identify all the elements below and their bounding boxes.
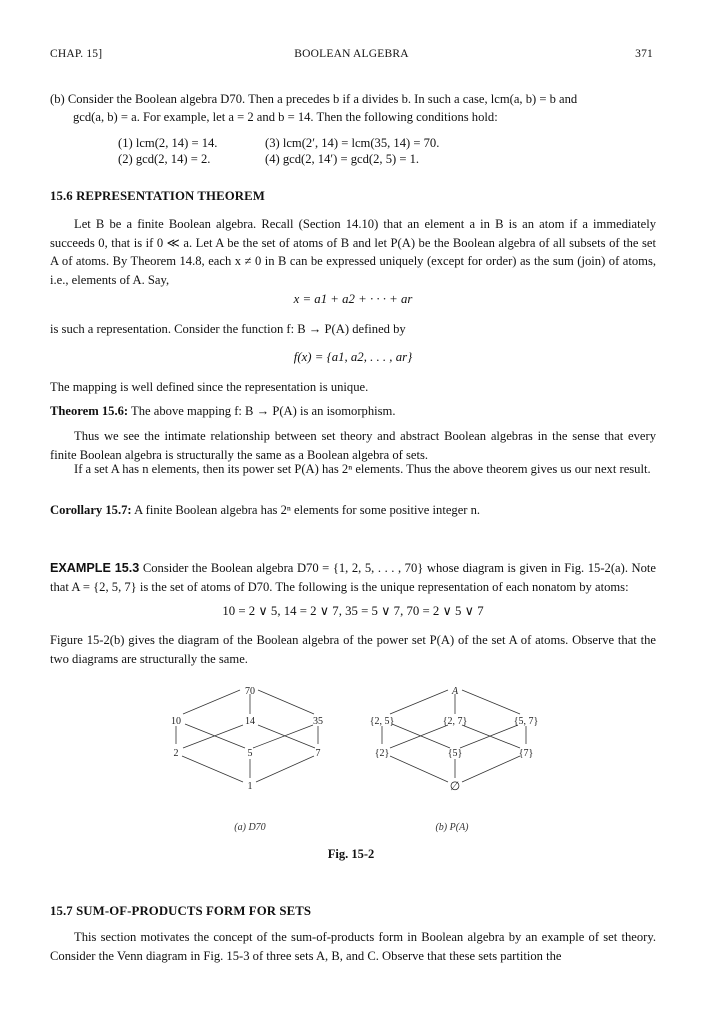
diagram-b-edges — [382, 690, 526, 782]
section-15-6-title: 15.6 REPRESENTATION THEOREM — [50, 189, 265, 203]
caption-a: (a) D70 — [234, 822, 266, 833]
atom-representations: 10 = 2 ∨ 5, 14 = 2 ∨ 7, 35 = 5 ∨ 7, 70 = 2 ∨ 5 ∨ 7 — [222, 604, 484, 618]
well-defined-text: The mapping is well defined since the representation is unique. — [50, 380, 369, 394]
node-5: 5 — [247, 748, 253, 759]
node-14: 14 — [245, 716, 255, 727]
power-set-text: If a set A has n elements, then its power set P(A) has 2ⁿ elements. Thus the above theorem gives us our next result. — [74, 462, 651, 476]
part-b-line2: gcd(a, b) = a. For example, let a = 2 and b = 14. Then the following conditions hold: — [73, 110, 498, 124]
section-15-7-title: 15.7 SUM-OF-PRODUCTS FORM FOR SETS — [50, 904, 312, 918]
node-set-2: {2} — [374, 748, 390, 759]
theorem-label: Theorem 15.6: — [50, 404, 129, 418]
corollary-text: A finite Boolean algebra has 2ⁿ elements for some positive integer n. — [131, 503, 481, 517]
caption-b: (b) P(A) — [435, 822, 469, 833]
example-text: Consider the Boolean algebra D70 = {1, 2, 5, . . . , 70} whose diagram is given in Fig. 15-2(a). Note that A = {2, 5, 7} is the set of atoms of D70. The following is the unique representation of each nonatom by atoms: — [50, 561, 656, 594]
theorem-text: The above mapping f: B → P(A) is an isomorphism. — [128, 404, 396, 418]
node-10: 10 — [171, 716, 181, 727]
diagram-a-edges — [173, 690, 318, 782]
figure-title: Fig. 15-2 — [327, 847, 375, 861]
example-figure-text: Figure 15-2(b) gives the diagram of the Boolean algebra of the power set P(A) of the set A of atoms. Observe that the two diagrams are structurally the same. — [50, 633, 656, 666]
equation-sum-of-atoms: x = a1 + a2 + · · · + ar — [293, 292, 413, 306]
node-set-5-7: {5, 7} — [513, 716, 539, 727]
running-header-title: BOOLEAN ALGEBRA — [294, 48, 409, 60]
node-set-2-5: {2, 5} — [369, 716, 395, 727]
node-set-5: {5} — [447, 748, 463, 759]
corollary-label: Corollary 15.7: — [50, 503, 132, 517]
function-definition-text: is such a representation. Consider the function f: B → P(A) defined by — [50, 322, 406, 336]
representation-intro: Let B be a finite Boolean algebra. Recall (Section 14.10) that an element a in B is an atom if a immediately succeeds 0, that is if 0 ≪ a. Let A be the set of atoms of B and let P(A) be the Boolean algebra of all subsets of the set A of atoms. By Theorem 14.8, each x ≠ 0 in B can be expressed uniquely (except for order) as the sum (join) of atoms, i.e., elements of A. Say, — [50, 217, 656, 287]
node-A: A — [451, 686, 459, 697]
part-b-line1: (b) Consider the Boolean algebra D70. Then a precedes b if a divides b. In such a case, lcm(a, b) = b and — [50, 92, 578, 106]
node-set-7: {7} — [518, 748, 534, 759]
node-empty-set: ∅ — [449, 779, 461, 793]
condition-4: (4) gcd(2, 14′) = gcd(2, 5) = 1. — [265, 152, 420, 166]
diagram-a-labels — [171, 686, 323, 792]
diagram-b-labels — [370, 686, 539, 793]
condition-1: (1) lcm(2, 14) = 14. — [118, 136, 218, 150]
node-set-2-7: {2, 7} — [442, 716, 468, 727]
equation-mapping: f(x) = {a1, a2, . . . , ar} — [293, 350, 413, 364]
page-number: 371 — [635, 48, 653, 60]
node-70: 70 — [245, 686, 255, 697]
node-7: 7 — [315, 748, 321, 759]
node-1: 1 — [247, 781, 253, 792]
running-header-chapter: CHAP. 15] — [50, 48, 103, 60]
node-35: 35 — [313, 716, 323, 727]
condition-3: (3) lcm(2′, 14) = lcm(35, 14) = 70. — [265, 136, 440, 150]
example-label: EXAMPLE 15.3 — [50, 561, 140, 575]
set-theory-relationship: Thus we see the intimate relationship between set theory and abstract Boolean algebras in the sense that every finite Boolean algebra is structurally the same as a Boolean algebra of sets. — [50, 429, 656, 462]
sum-of-products-intro: This section motivates the concept of the sum-of-products form in Boolean algebra by an example of set theory. Consider the Venn diagram in Fig. 15-3 of three sets A, B, and C. Observe that these sets partition the — [50, 930, 656, 963]
condition-2: (2) gcd(2, 14) = 2. — [118, 152, 211, 166]
node-2: 2 — [173, 748, 179, 759]
